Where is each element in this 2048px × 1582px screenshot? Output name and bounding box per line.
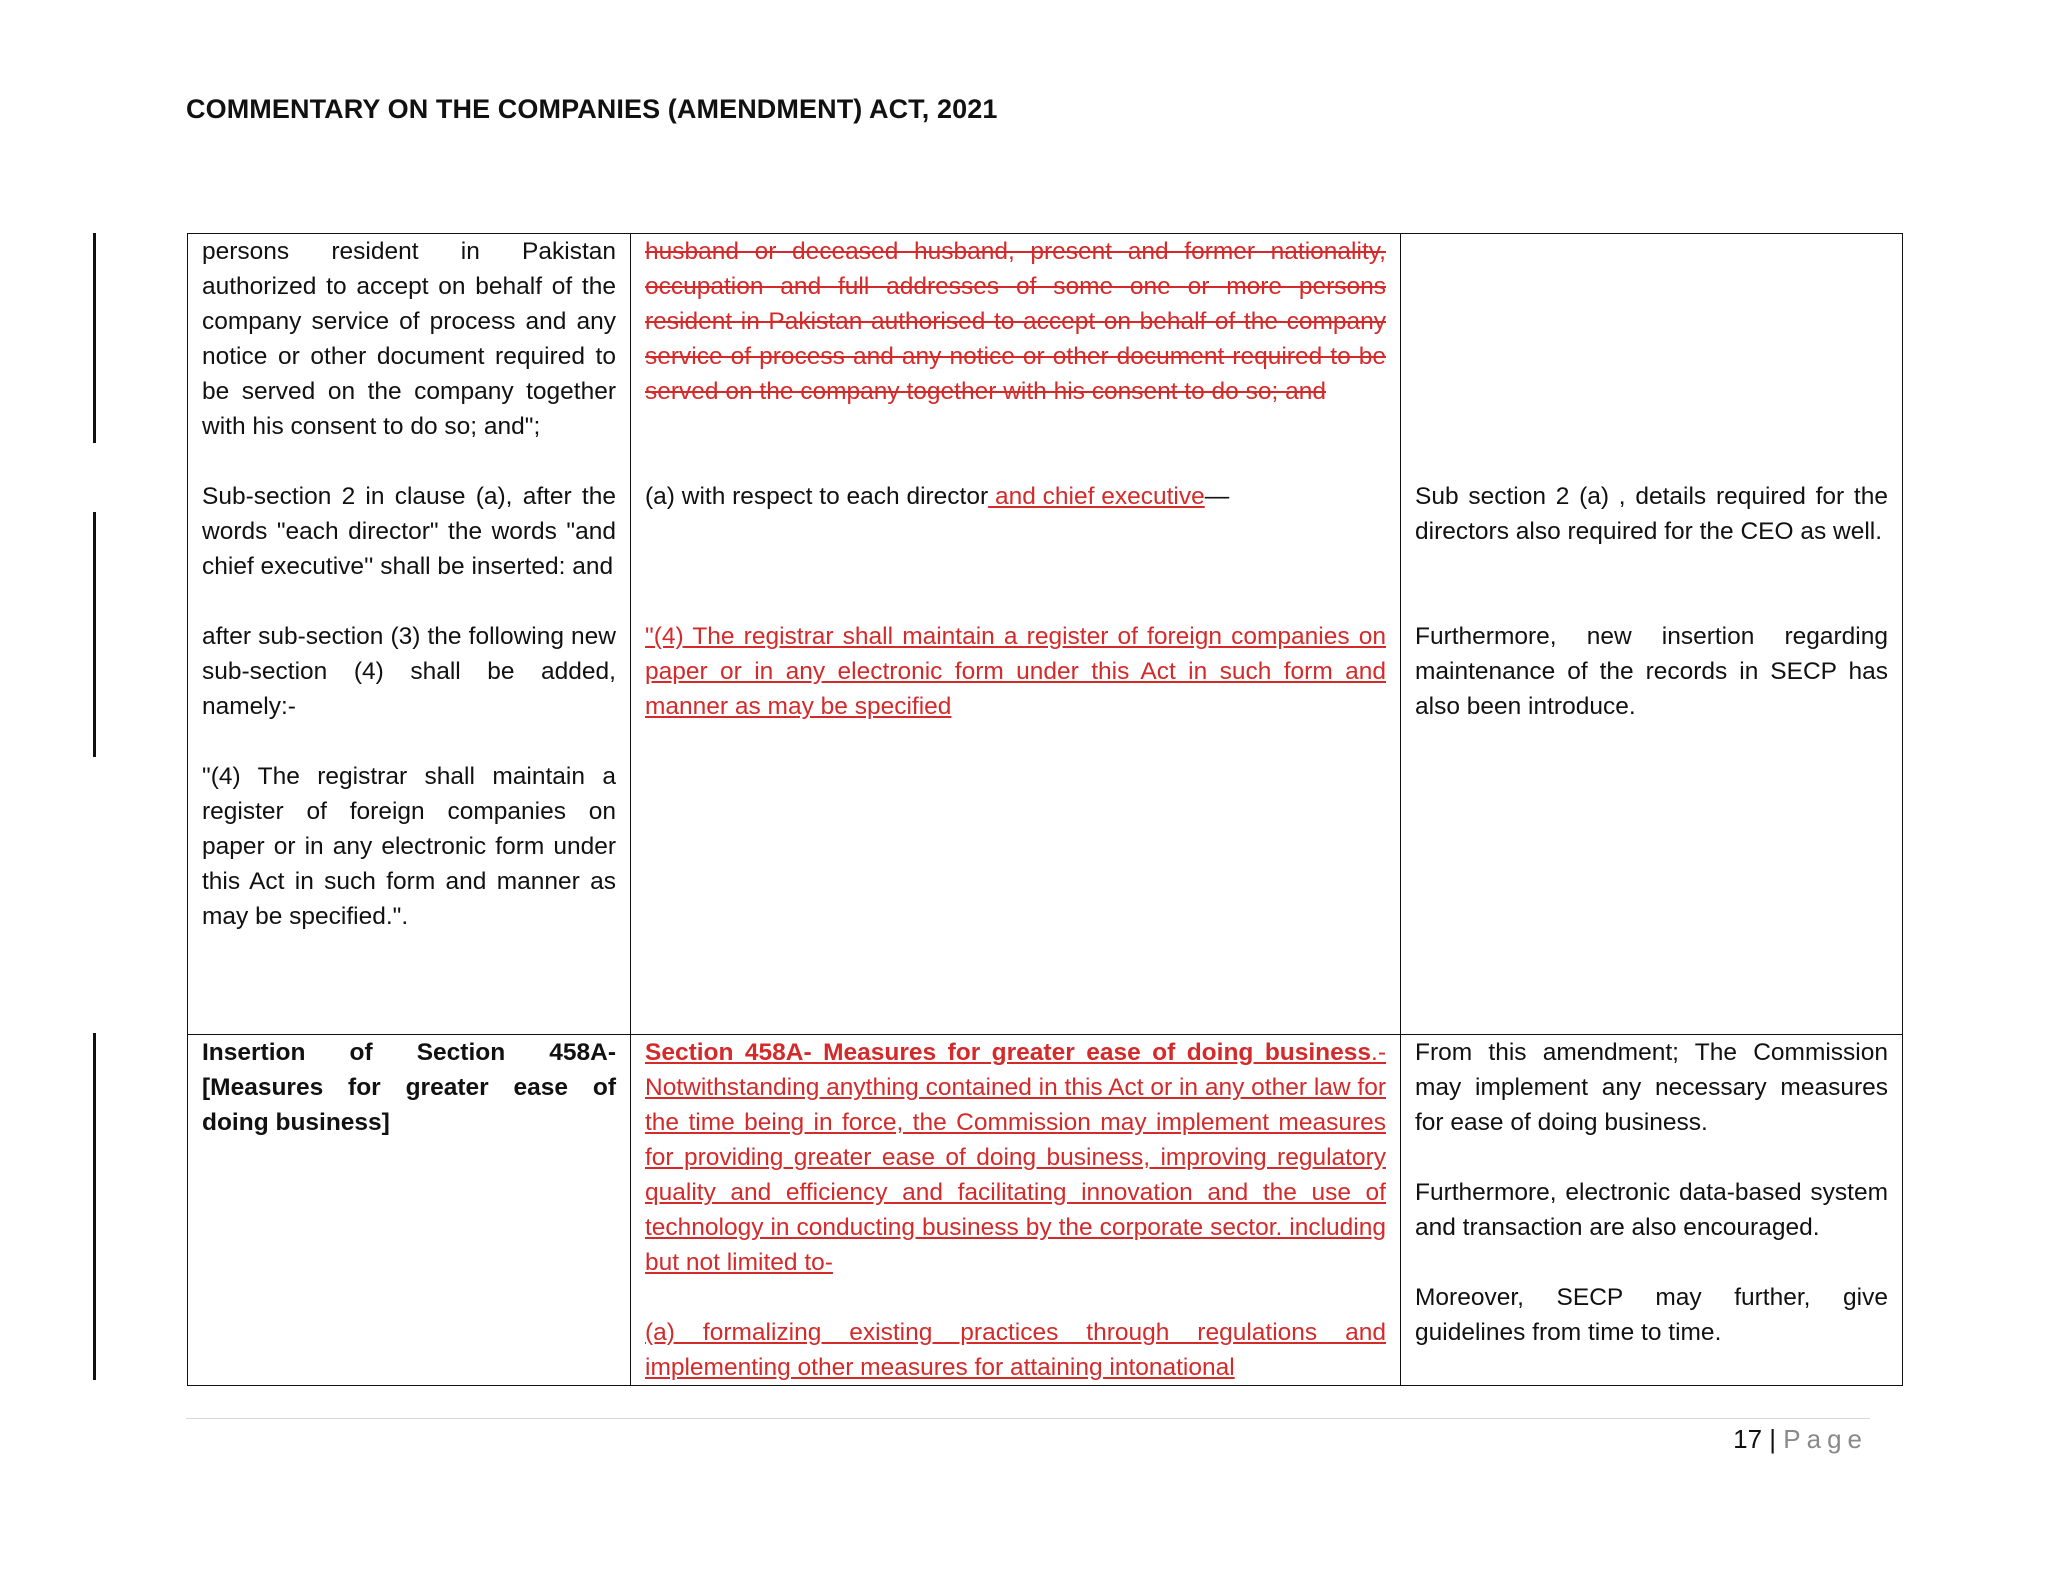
amendment-paragraph: persons resident in Pakistan authorized to accept on behalf of the company service of process and any notice or other document required to be served on the company together with his consent to do so; and";	[202, 238, 616, 440]
clause-a-plain: (a) with respect to each director	[645, 483, 989, 510]
page-label: Page	[1783, 1424, 1868, 1454]
section-458a-body: Notwithstanding anything contained in this Act or in any other law for the time being in force, the Commission may implement measures for providing greater ease of doing business, improving regulatory quality and efficiency and facilitating innovation and the use of technology in conducting business by the corporate sector. including but not limited to-	[645, 1074, 1386, 1276]
commentary-table	[187, 233, 1903, 1386]
deleted-text: husband or deceased husband, present and former nationality, occupation and full addresses of some one or more persons resident in Pakistan authorised to accept on behalf of the company service of process and any notice or other document required to be served on the company together with his consent to do so; and	[645, 238, 1386, 405]
inserted-text	[645, 1035, 1386, 1280]
commentary-paragraph: Furthermore, electronic data-based system and transaction are also encouraged.	[1415, 1179, 1888, 1241]
commentary-cell	[1401, 234, 1903, 1035]
inserted-text: (a) formalizing existing practices through regulations and implementing other measures for attaining intonational	[645, 1319, 1386, 1381]
amendment-text-cell	[188, 234, 631, 1035]
page-number: 17	[1733, 1424, 1763, 1454]
change-bar	[93, 233, 96, 443]
page-header-title: COMMENTARY ON THE COMPANIES (AMENDMENT) ACT, 2021	[186, 94, 998, 124]
commentary-cell	[1401, 1035, 1903, 1386]
inserted-text: "(4) The registrar shall maintain a register of foreign companies on paper or in any electronic form under this Act in such form and manner as may be specified	[645, 623, 1386, 720]
inserted-text: and chief executive	[988, 483, 1205, 510]
amendment-text-cell	[188, 1035, 631, 1386]
amendment-paragraph: Sub-section 2 in clause (a), after the words "each director" the words "and chief executive'' shall be inserted: and	[202, 483, 616, 580]
commentary-paragraph: Furthermore, new insertion regarding maintenance of the records in SECP has also been introduce.	[1415, 623, 1888, 720]
section-458a-heading: Section 458A- Measures for greater ease of doing business	[645, 1039, 1372, 1066]
change-bar	[93, 512, 96, 757]
commentary-paragraph: From this amendment; The Commission may implement any necessary measures for ease of doing business.	[1415, 1039, 1888, 1136]
table-row	[188, 1035, 1903, 1386]
amendment-paragraph: after sub-section (3) the following new sub-section (4) shall be added, namely:-	[202, 623, 616, 720]
revised-text-cell	[631, 234, 1401, 1035]
amendment-paragraph: "(4) The registrar shall maintain a register of foreign companies on paper or in any electronic form under this Act in such form and manner as may be specified.".	[202, 763, 616, 930]
heading-suffix: .-	[1371, 1039, 1386, 1066]
commentary-paragraph: Moreover, SECP may further, give guidelines from time to time.	[1415, 1284, 1888, 1346]
footer-divider	[186, 1418, 1870, 1419]
commentary-paragraph: Sub section 2 (a) , details required for the directors also required for the CEO as well.	[1415, 483, 1888, 545]
table-row	[188, 234, 1903, 1035]
change-bar	[93, 1033, 96, 1380]
section-heading: Insertion of Section 458A-[Measures for greater ease of doing business]	[202, 1039, 616, 1136]
em-dash: —	[1204, 483, 1230, 510]
footer-separator: |	[1769, 1424, 1777, 1454]
page-footer	[1733, 1424, 1868, 1455]
revised-text-cell	[631, 1035, 1401, 1386]
clause-a-text	[645, 479, 1386, 514]
